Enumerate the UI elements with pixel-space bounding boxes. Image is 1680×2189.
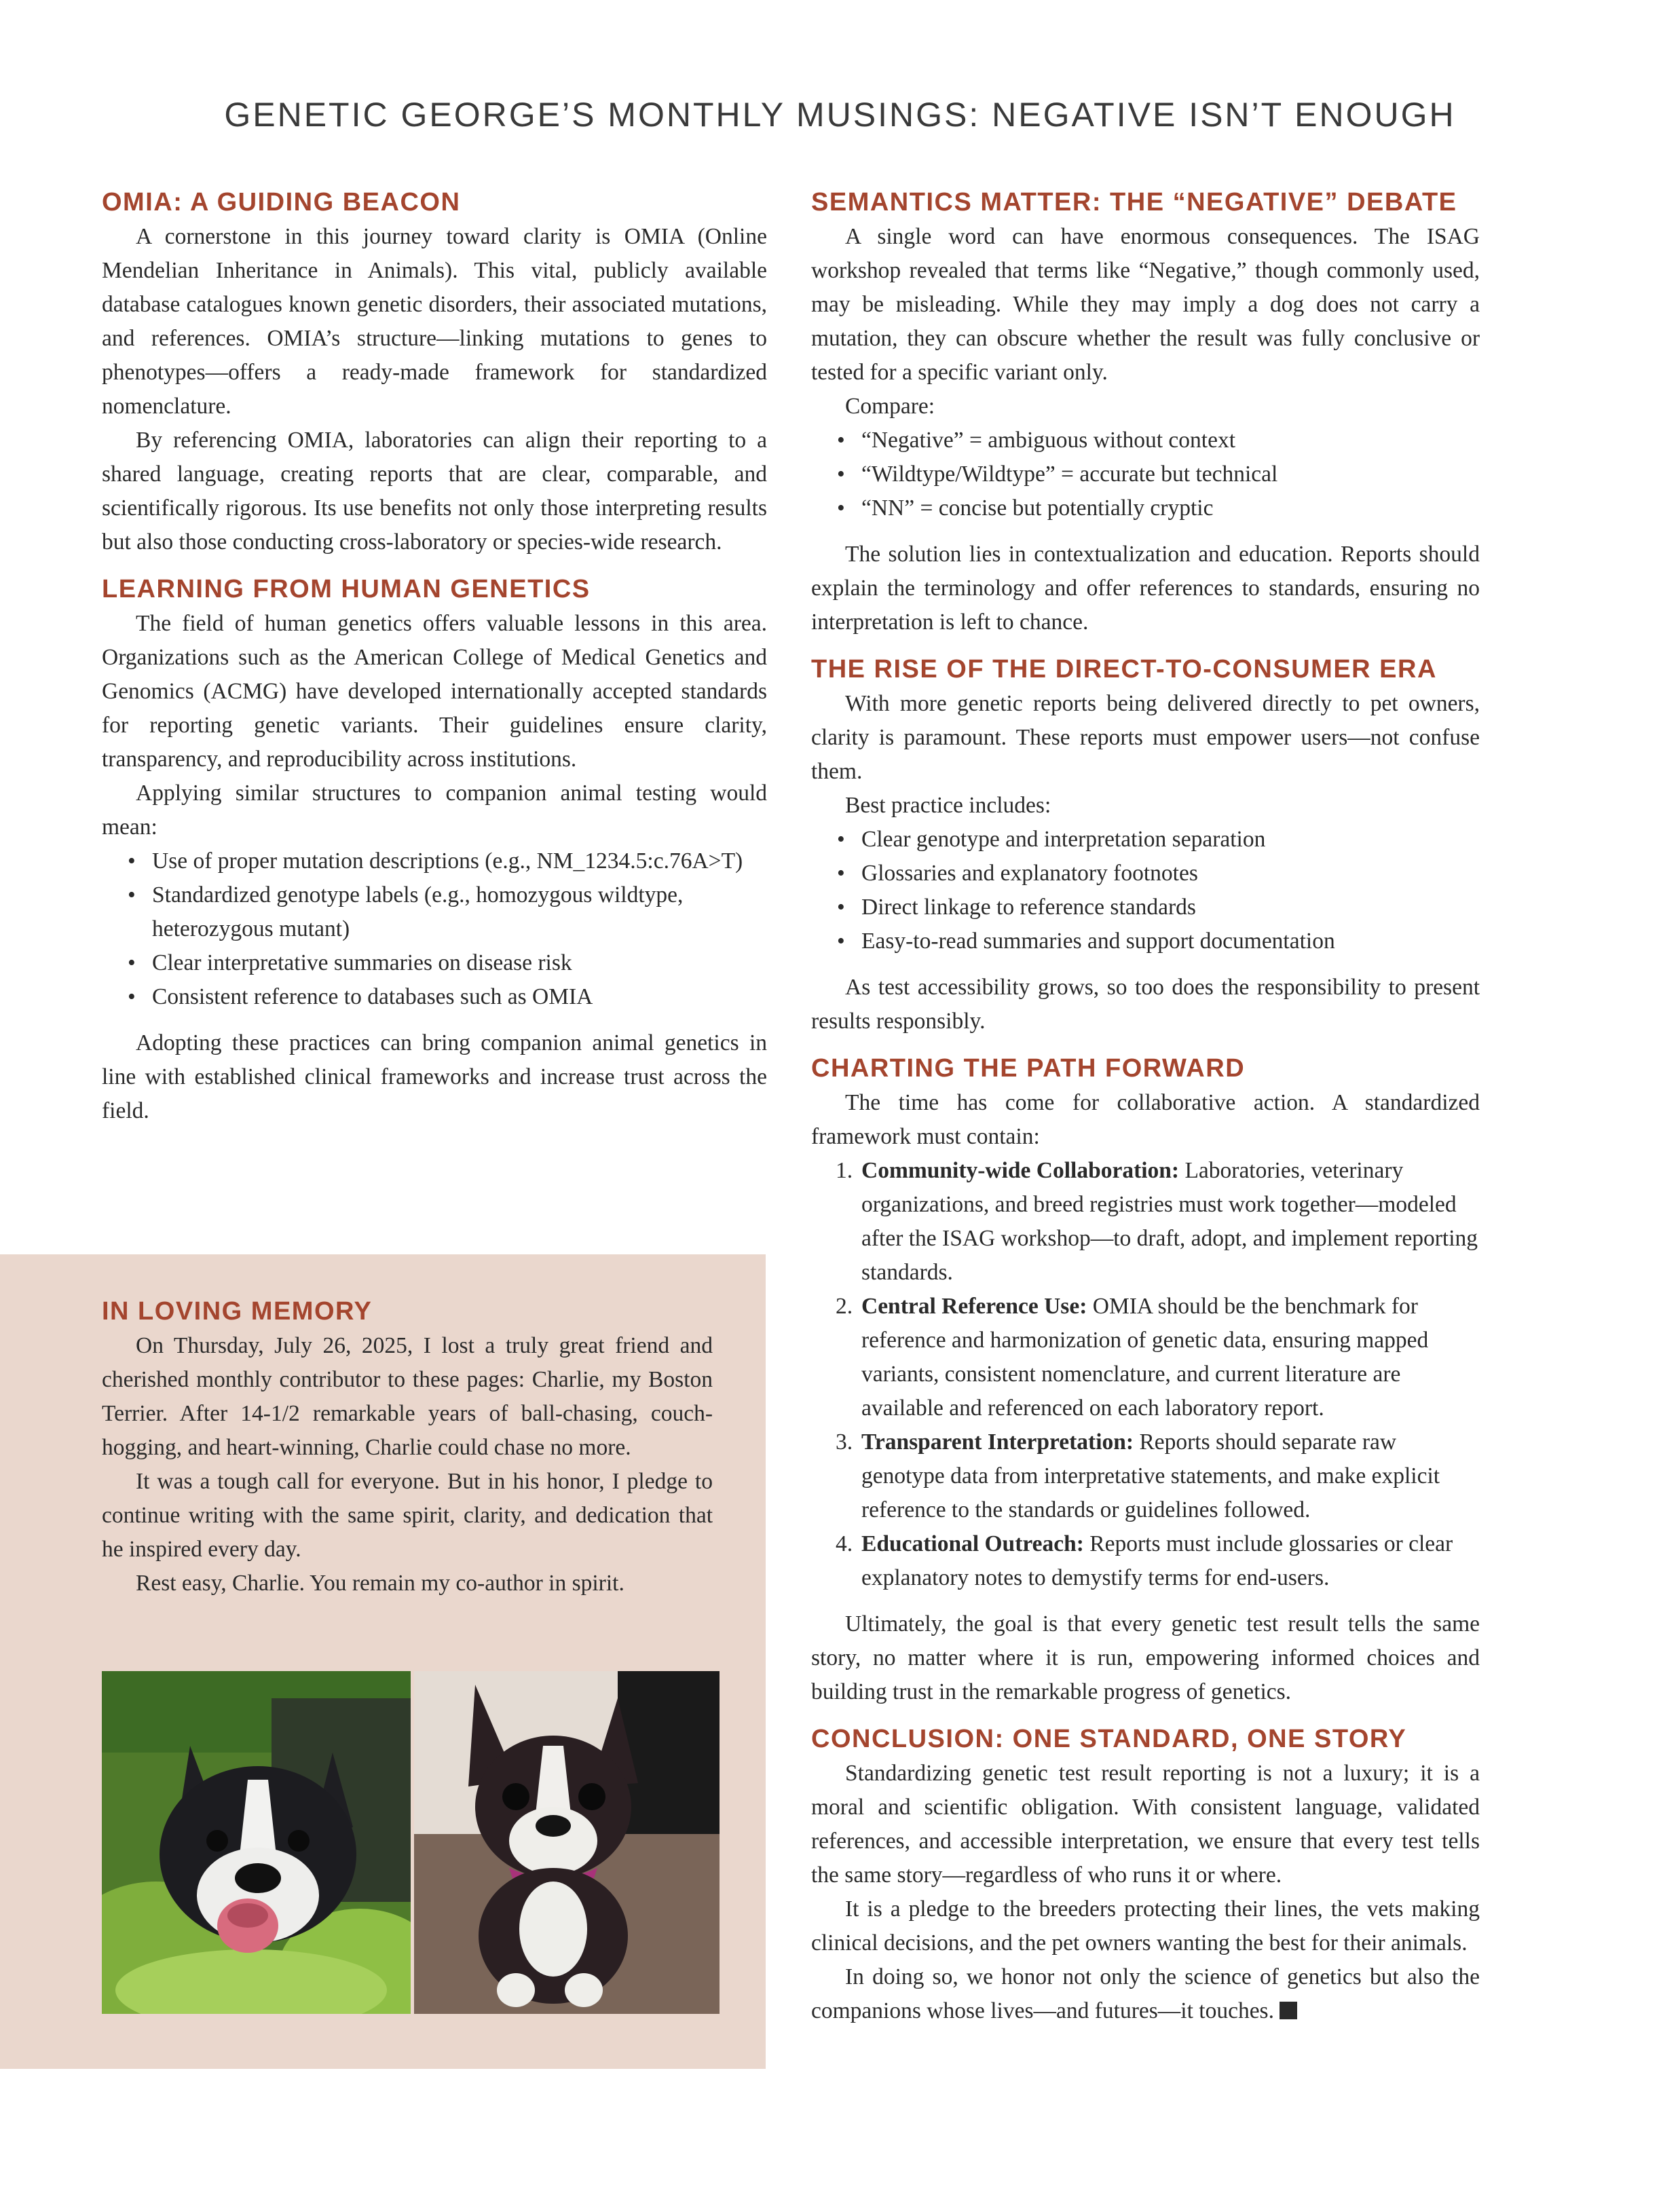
semantics-paragraph: The solution lies in contextualization and education. Reports should explain the terminology and offer references to standards, ensuring no interpretation is left to chance. <box>811 542 1480 635</box>
memorial-paragraph: It was a tough call for everyone. But in his honor, I pledge to continue writing with the same spirit, clarity, and dedication that he inspired every day. <box>102 1469 713 1562</box>
section-heading-conclusion: CONCLUSION: ONE STANDARD, ONE STORY <box>811 1725 1407 1753</box>
memorial-paragraph: On Thursday, July 26, 2025, I lost a truly great friend and cherished monthly contributor to these pages: Charlie, my Boston Terrier. After 14-1/2 remarkable years of ball-chasing, couch-hogging, and heart-winning, Charlie could chase no more. <box>102 1333 713 1460</box>
semantics-list <box>811 424 1480 525</box>
list-item: • Clear interpretative summaries on disease risk <box>128 950 572 975</box>
section-heading-omia: OMIA: A GUIDING BEACON <box>102 188 461 217</box>
list-item: • “NN” = concise but potentially cryptic <box>837 495 1214 521</box>
numbered-item: 3. Transparent Interpretation: Reports should separate raw genotype data from interpretative statements, and make explicit reference to the standards or guidelines followed. <box>836 1429 1440 1522</box>
human-genetics-paragraph: Applying similar structures to companion animal testing would mean: <box>102 781 767 840</box>
omia-paragraph: A cornerstone in this journey toward clarity is OMIA (Online Mendelian Inheritance in Animals). This vital, publicly available database catalogues known genetic disorders, their associated mutations, and references. OMIA’s structure—linking mutations to genes to phenotypes—offers a ready-made framework for standardized nomenclature. <box>102 224 767 419</box>
section-heading-semantics: SEMANTICS MATTER: THE “NEGATIVE” DEBATE <box>811 188 1457 217</box>
list-item: • Direct linkage to reference standards <box>837 895 1196 920</box>
numbered-item: 2. Central Reference Use: OMIA should be the benchmark for reference and harmonization of genetic data, ensuring mapped variants, consistent nomenclature, and current literature are available and referenced on each laboratory report. <box>836 1294 1429 1421</box>
conclusion-paragraph: Standardizing genetic test result reporting is not a luxury; it is a moral and scientific obligation. With consistent language, validated references, and accessible interpretation, we ensure that every test tells the same story—regardless of who runs it or where. <box>811 1761 1480 1888</box>
right-column <box>811 185 1480 2028</box>
list-item: • “Wildtype/Wildtype” = accurate but technical <box>837 462 1278 487</box>
semantics-paragraph: A single word can have enormous consequences. The ISAG workshop revealed that terms like “Negative,” though commonly used, may be misleading. While they may imply a dog does not carry a mutation, they can obscure whether the result was fully conclusive or tested for a specific variant only. <box>811 224 1480 385</box>
section-heading-dtc: THE RISE OF THE DIRECT-TO-CONSUMER ERA <box>811 655 1437 684</box>
list-item: • Standardized genotype labels (e.g., homozygous wildtype, heterozygous mutant) <box>128 882 684 941</box>
omia-paragraph: By referencing OMIA, laboratories can align their reporting to a shared language, creating reports that are clear, comparable, and scientifically rigorous. Its use benefits not only those interpreting results but also those conducting cross-laboratory or species-wide research. <box>102 428 767 555</box>
semantics-compare: Compare: <box>845 394 935 419</box>
dtc-best-practice: Best practice includes: <box>845 793 1051 818</box>
list-item: • “Negative” = ambiguous without context <box>837 428 1236 453</box>
section-heading-path-forward: CHARTING THE PATH FORWARD <box>811 1054 1246 1083</box>
human-genetics-paragraph: Adopting these practices can bring companion animal genetics in line with established clinical frameworks and increase trust across the field. <box>102 1030 767 1123</box>
dtc-list <box>811 823 1480 958</box>
list-item: • Glossaries and explanatory footnotes <box>837 861 1198 886</box>
list-item: • Easy-to-read summaries and support documentation <box>837 929 1335 954</box>
dog-photo-indoor <box>414 1671 720 2014</box>
human-genetics-list <box>102 844 767 1014</box>
conclusion-paragraph-final: In doing so, we honor not only the science of genetics but also the companions whose lives—and futures—it touches. <box>811 1964 1480 2023</box>
dtc-paragraph: With more genetic reports being delivered directly to pet owners, clarity is paramount. These reports must empower users—not confuse them. <box>811 691 1480 784</box>
page-title: GENETIC GEORGE’S MONTHLY MUSINGS: NEGATIVE ISN’T ENOUGH <box>224 96 1456 134</box>
section-heading-human-genetics: LEARNING FROM HUMAN GENETICS <box>102 575 591 603</box>
human-genetics-paragraph: The field of human genetics offers valuable lessons in this area. Organizations such as the American College of Medical Genetics and Genomics (ACMG) have developed internationally accepted standards for reporting genetic variants. Their guidelines ensure clarity, transparency, and reproducibility across institutions. <box>102 611 767 772</box>
memorial-heading: IN LOVING MEMORY <box>102 1297 373 1326</box>
list-item: • Consistent reference to databases such as OMIA <box>128 984 593 1009</box>
memorial-paragraph: Rest easy, Charlie. You remain my co-author in spirit. <box>136 1571 624 1596</box>
path-numbered-list <box>811 1154 1480 1595</box>
path-paragraph: Ultimately, the goal is that every genetic test result tells the same story, no matter where it is run, empowering informed choices and building trust in the remarkable progress of genetics. <box>811 1611 1480 1704</box>
dtc-paragraph: As test accessibility grows, so too does the responsibility to present results responsibly. <box>811 975 1480 1034</box>
memorial-box <box>0 1254 766 2069</box>
list-item: • Use of proper mutation descriptions (e.g., NM_1234.5:c.76A>T) <box>128 848 743 874</box>
list-item: • Clear genotype and interpretation separation <box>837 827 1266 852</box>
numbered-item: 1. Community-wide Collaboration: Laboratories, veterinary organizations, and breed registries must work together—modeled after the ISAG workshop—to draft, adopt, and implement reporting standards. <box>836 1158 1478 1285</box>
path-paragraph: The time has come for collaborative action. A standardized framework must contain: <box>811 1090 1480 1149</box>
conclusion-paragraph: It is a pledge to the breeders protecting their lines, the vets making clinical decisions, and the pet owners wanting the best for their animals. <box>811 1896 1480 1956</box>
dog-photo-grass <box>102 1671 411 2014</box>
numbered-item: 4. Educational Outreach: Reports must include glossaries or clear explanatory notes to demystify terms for end-users. <box>836 1531 1453 1590</box>
left-column <box>102 185 767 1128</box>
memorial-content <box>102 1294 713 1601</box>
end-mark-icon <box>1280 2002 1297 2019</box>
